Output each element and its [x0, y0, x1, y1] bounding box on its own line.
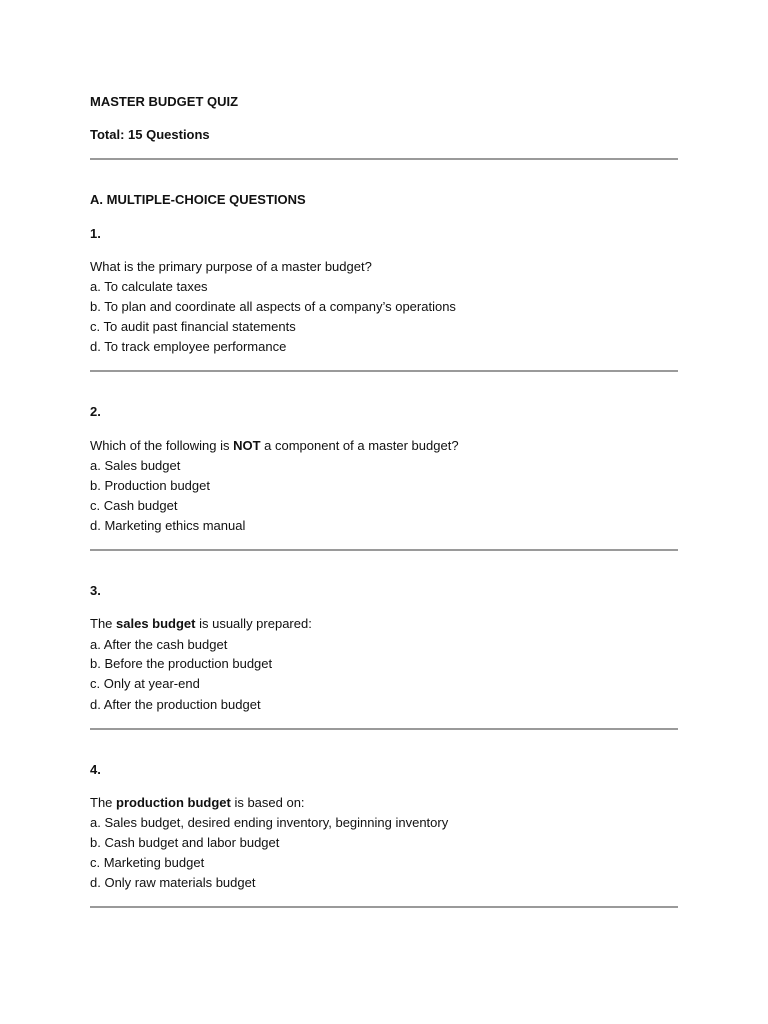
answer-option: c. Cash budget — [90, 498, 178, 513]
divider — [90, 549, 678, 551]
divider — [90, 728, 678, 730]
question-stem — [90, 438, 459, 454]
stem-emphasis: NOT — [233, 438, 261, 453]
question-number: 3. — [90, 583, 101, 598]
divider — [90, 370, 678, 372]
question-number: 1. — [90, 226, 101, 241]
answer-option: b. Production budget — [90, 478, 210, 493]
answer-option: a. After the cash budget — [90, 637, 228, 652]
section-heading: A. MULTIPLE-CHOICE QUESTIONS — [90, 192, 306, 207]
answer-option: a. Sales budget, desired ending inventory, beginning inventory — [90, 815, 449, 830]
question-number: 4. — [90, 762, 101, 777]
stem-text: is usually prepared: — [195, 616, 312, 631]
question-stem — [90, 259, 372, 275]
answer-option: c. Only at year-end — [90, 676, 200, 691]
answer-option: d. Only raw materials budget — [90, 875, 256, 890]
stem-text: a component of a master budget? — [260, 438, 459, 453]
answer-option: c. To audit past financial statements — [90, 319, 296, 334]
stem-text: The — [90, 616, 117, 631]
answer-option: d. After the production budget — [90, 697, 261, 712]
answer-option: d. Marketing ethics manual — [90, 518, 246, 533]
stem-emphasis: production budget — [116, 795, 231, 810]
answer-option: a. Sales budget — [90, 458, 181, 473]
answer-option: a. To calculate taxes — [90, 279, 208, 294]
stem-text: is based on: — [230, 795, 305, 810]
question-number: 2. — [90, 404, 101, 419]
divider — [90, 158, 678, 160]
answer-option: b. Cash budget and labor budget — [90, 835, 280, 850]
stem-text: Which of the following is — [90, 438, 234, 453]
question-stem — [90, 795, 305, 811]
stem-text: The — [90, 795, 117, 810]
answer-option: c. Marketing budget — [90, 855, 205, 870]
stem-text: What is the primary purpose of a master budget? — [90, 259, 372, 274]
document-title: MASTER BUDGET QUIZ — [90, 94, 239, 109]
question-stem — [90, 616, 312, 632]
answer-option: b. To plan and coordinate all aspects of a company’s operations — [90, 299, 456, 314]
total-questions: Total: 15 Questions — [90, 127, 210, 142]
stem-emphasis: sales budget — [116, 616, 196, 631]
answer-option: b. Before the production budget — [90, 656, 273, 671]
answer-option: d. To track employee performance — [90, 339, 287, 354]
divider — [90, 906, 678, 908]
